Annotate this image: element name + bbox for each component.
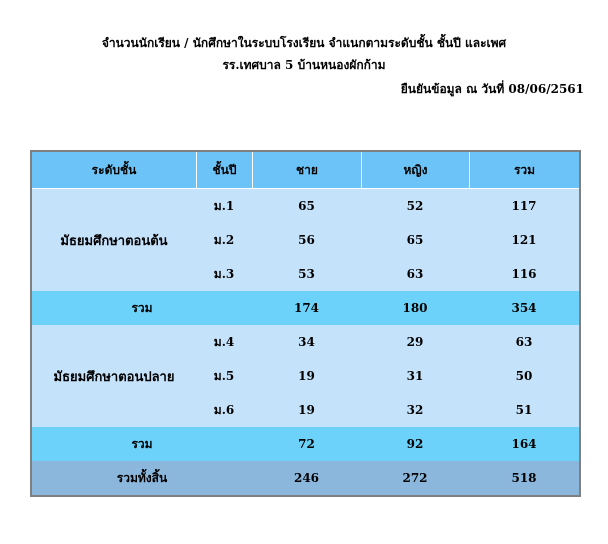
school-name: รร.เทศบาล 5 บ้านหนองผักก้าม (222, 58, 386, 72)
grade-cell: ม.6 (196, 393, 252, 427)
table-row (32, 189, 579, 223)
subtotal-label: รวม (32, 291, 252, 325)
male-cell: 19 (252, 393, 361, 427)
male-cell: 34 (252, 325, 361, 359)
grade-cell: ม.5 (196, 359, 252, 393)
subtotal-row (32, 427, 579, 461)
male-cell: 65 (252, 189, 361, 223)
subtotal-label: รวม (32, 427, 252, 461)
grade-cell: ม.4 (196, 325, 252, 359)
male-cell: 56 (252, 223, 361, 257)
female-cell: 31 (361, 359, 469, 393)
grand-total-row (32, 461, 579, 495)
table-header-row (32, 152, 579, 189)
total-cell: 116 (469, 257, 579, 291)
female-cell: 29 (361, 325, 469, 359)
grade-cell: ม.1 (196, 189, 252, 223)
total-cell: 51 (469, 393, 579, 427)
female-cell: 272 (361, 461, 469, 495)
grade-cell: ม.2 (196, 223, 252, 257)
female-cell: 52 (361, 189, 469, 223)
grand-total-label: รวมทั้งสิ้น (32, 461, 252, 495)
total-cell: 50 (469, 359, 579, 393)
col-header-total: รวม (469, 152, 579, 189)
student-count-table (30, 150, 581, 497)
level-lower-secondary: มัธยมศึกษาตอนต้น (32, 189, 196, 291)
female-cell: 32 (361, 393, 469, 427)
male-cell: 53 (252, 257, 361, 291)
grade-cell: ม.3 (196, 257, 252, 291)
col-header-male: ชาย (252, 152, 361, 189)
total-cell: 164 (469, 427, 579, 461)
table-row (32, 325, 579, 359)
total-cell: 63 (469, 325, 579, 359)
level-upper-secondary: มัธยมศึกษาตอนปลาย (32, 325, 196, 427)
female-cell: 65 (361, 223, 469, 257)
male-cell: 19 (252, 359, 361, 393)
female-cell: 92 (361, 427, 469, 461)
subtotal-row (32, 291, 579, 325)
total-cell: 117 (469, 189, 579, 223)
col-header-grade: ชั้นปี (196, 152, 252, 189)
male-cell: 174 (252, 291, 361, 325)
col-header-female: หญิง (361, 152, 469, 189)
report-title: จำนวนนักเรียน / นักศึกษาในระบบโรงเรียน จำแนกตามระดับชั้น ชั้นปี และเพศ (101, 36, 507, 50)
male-cell: 72 (252, 427, 361, 461)
total-cell: 121 (469, 223, 579, 257)
total-cell: 518 (469, 461, 579, 495)
male-cell: 246 (252, 461, 361, 495)
female-cell: 63 (361, 257, 469, 291)
col-header-level: ระดับชั้น (32, 152, 196, 189)
female-cell: 180 (361, 291, 469, 325)
total-cell: 354 (469, 291, 579, 325)
confirm-date: ยืนยันข้อมูล ณ วันที่ 08/06/2561 (400, 82, 584, 96)
